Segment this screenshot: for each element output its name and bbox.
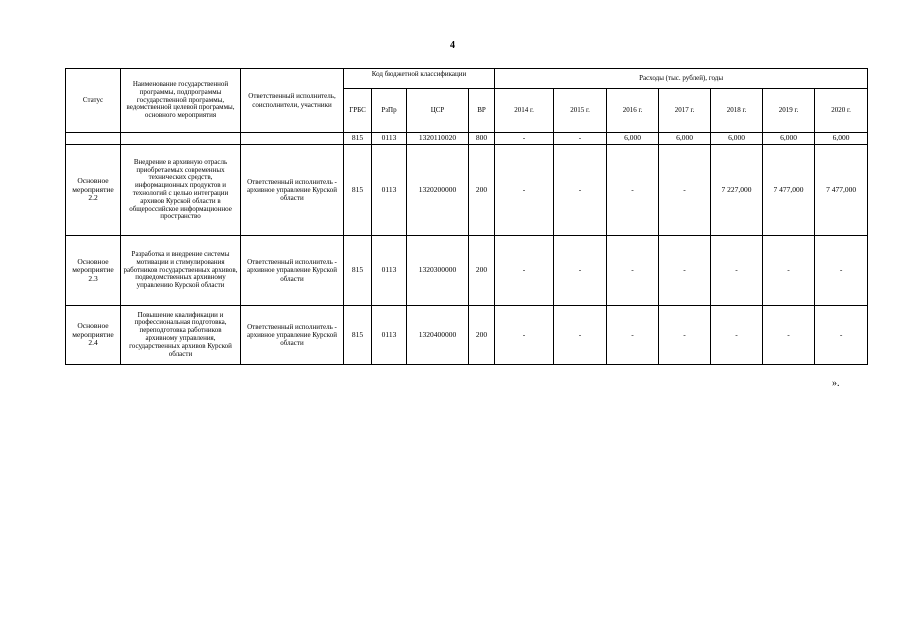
header-expenses-group: Расходы (тыс. рублей), годы [495, 69, 868, 89]
row-name: Повышение квалификации и профессиональная подготовка, переподготовка работников архивному управления, государственных архивов Курской области [121, 306, 241, 365]
row-status: Основное мероприятие 2.4 [66, 306, 121, 365]
row-value-2016: 6,000 [607, 133, 659, 145]
row-status: Основное мероприятие 2.2 [66, 145, 121, 236]
row-value-2020: 7 477,000 [815, 145, 868, 236]
row-value-2015: - [554, 236, 607, 306]
row-responsible: Ответственный исполнитель - архивное управление Курской области [241, 145, 344, 236]
header-vr: ВР [469, 89, 495, 133]
row-rzpr: 0113 [372, 133, 407, 145]
row-value-2018: 6,000 [711, 133, 763, 145]
row-value-2020: 6,000 [815, 133, 868, 145]
header-csr: ЦСР [407, 89, 469, 133]
row-value-2014: - [495, 145, 554, 236]
row-value-2014: - [495, 306, 554, 365]
page-number: 4 [450, 40, 455, 51]
closing-quote-mark: ». [832, 378, 840, 389]
row-value-2017: - [659, 306, 711, 365]
row-value-2015: - [554, 133, 607, 145]
row-status [66, 133, 121, 145]
budget-table [65, 68, 868, 365]
row-grbs: 815 [344, 306, 372, 365]
row-value-2020: - [815, 306, 868, 365]
header-year-2015: 2015 г. [554, 89, 607, 133]
row-responsible: Ответственный исполнитель - архивное управление Курской области [241, 236, 344, 306]
row-value-2017: 6,000 [659, 133, 711, 145]
row-responsible [241, 133, 344, 145]
row-csr: 1320300000 [407, 236, 469, 306]
header-year-2016: 2016 г. [607, 89, 659, 133]
row-value-2016: - [607, 236, 659, 306]
row-value-2019: - [763, 306, 815, 365]
row-grbs: 815 [344, 133, 372, 145]
row-csr: 1320200000 [407, 145, 469, 236]
header-budget-code-group: Код бюджетной классификации [344, 69, 495, 89]
header-year-2014: 2014 г. [495, 89, 554, 133]
row-vr: 800 [469, 133, 495, 145]
row-value-2018: - [711, 236, 763, 306]
row-name: Внедрение в архивную отрасль приобретаемых современных технических средств, информационных продуктов и технологий с целью интеграции архивов Курской области в общероссийское информационное пространство [121, 145, 241, 236]
header-responsible: Ответственный исполнитель, соисполнители, участники [241, 69, 344, 133]
header-name: Наименование государственной программы, подпрограммы государственной программы, ведомственной целевой программы, основного мероприятия [121, 69, 241, 133]
row-name: Разработка и внедрение системы мотивации и стимулирования работников государственных архивов, подведомственных архивному управлению Курской области [121, 236, 241, 306]
row-csr: 1320400000 [407, 306, 469, 365]
row-rzpr: 0113 [372, 306, 407, 365]
header-status: Статус [66, 69, 121, 133]
row-value-2019: - [763, 236, 815, 306]
row-csr: 1320110020 [407, 133, 469, 145]
row-value-2017: - [659, 145, 711, 236]
row-grbs: 815 [344, 236, 372, 306]
row-vr: 200 [469, 145, 495, 236]
row-rzpr: 0113 [372, 145, 407, 236]
row-name [121, 133, 241, 145]
row-status: Основное мероприятие 2.3 [66, 236, 121, 306]
row-vr: 200 [469, 236, 495, 306]
row-value-2020: - [815, 236, 868, 306]
row-value-2019: 7 477,000 [763, 145, 815, 236]
row-value-2018: - [711, 306, 763, 365]
row-value-2016: - [607, 306, 659, 365]
row-value-2014: - [495, 133, 554, 145]
header-row-group [66, 69, 868, 89]
row-value-2015: - [554, 306, 607, 365]
header-grbs: ГРБС [344, 89, 372, 133]
row-value-2019: 6,000 [763, 133, 815, 145]
row-value-2018: 7 227,000 [711, 145, 763, 236]
header-year-2018: 2018 г. [711, 89, 763, 133]
table-row [66, 236, 868, 306]
row-value-2017: - [659, 236, 711, 306]
row-rzpr: 0113 [372, 236, 407, 306]
row-value-2014: - [495, 236, 554, 306]
table-row [66, 306, 868, 365]
row-value-2016: - [607, 145, 659, 236]
header-year-2020: 2020 г. [815, 89, 868, 133]
row-value-2015: - [554, 145, 607, 236]
table-row [66, 145, 868, 236]
row-grbs: 815 [344, 145, 372, 236]
table-row [66, 133, 868, 145]
row-vr: 200 [469, 306, 495, 365]
row-responsible: Ответственный исполнитель - архивное управление Курской области [241, 306, 344, 365]
header-year-2019: 2019 г. [763, 89, 815, 133]
header-year-2017: 2017 г. [659, 89, 711, 133]
header-rzpr: РзПр [372, 89, 407, 133]
